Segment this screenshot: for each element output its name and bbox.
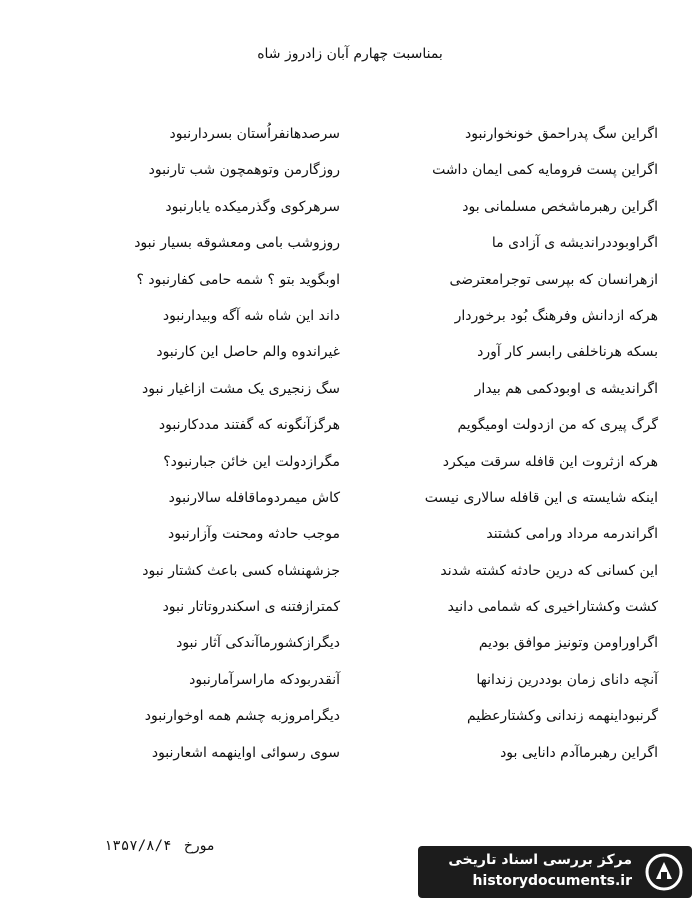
couplet <box>20 373 680 409</box>
hemistich-left: دیگرامروزبه چشم همه اوخوارنبود <box>144 708 340 725</box>
hemistich-left: آنقدربودکه ماراسرآمارنبود <box>189 671 340 688</box>
watermark-url: historydocuments.ir <box>472 873 632 889</box>
couplet <box>20 737 680 773</box>
hemistich-left: سرهرکوی وگذرمیکده یابارنبود <box>165 198 340 215</box>
hemistich-right: بسکه هرناخلفی رابسر کار آورد <box>477 344 658 361</box>
hemistich-right: هرکه ازدانش وفرهنگ بُود برخوردار <box>454 307 658 324</box>
watermark-text: مرکز بررسی اسناد تاریخی <box>448 852 632 868</box>
couplet <box>20 518 680 554</box>
hemistich-right: اگراین پست فرومایه کمی ایمان داشت <box>432 162 658 179</box>
hemistich-left: مگرازدولت این خائن جبارنبود؟ <box>163 453 340 470</box>
hemistich-right: اگراین رهبرماشخص مسلمانی بود <box>462 198 658 215</box>
hemistich-left: کمترازفتنه ی اسکندروتاتار نبود <box>162 599 340 616</box>
couplet <box>20 336 680 372</box>
couplet <box>20 264 680 300</box>
archive-logo-icon <box>644 852 684 892</box>
hemistich-right: اگراندیشه ی اوبودکمی هم بیدار <box>474 380 658 397</box>
hemistich-right: گرنبوداینهمه زندانی وکشتارعظیم <box>467 708 658 725</box>
hemistich-right: اگراین سگ پدراحمق خونخوارنبود <box>465 126 658 142</box>
couplet <box>20 700 680 736</box>
hemistich-left: جزشهنشاه کسی باعث کشتار نبود <box>142 562 340 579</box>
couplet <box>20 664 680 700</box>
couplet <box>20 409 680 445</box>
couplet <box>20 300 680 336</box>
hemistich-right: اگراین رهبرماآدم دانایی بود <box>500 744 658 761</box>
hemistich-left: روزوشب بامی ومعشوقه بسیار نبود <box>134 235 340 252</box>
hemistich-left: اوبگوید بتو ؟ شمه حامی کفارنبود ؟ <box>136 271 340 288</box>
date-value: ۱۳۵۷/۸/۴ <box>104 838 172 854</box>
hemistich-left: کاش میمردوماقافله سالارنبود <box>168 489 340 506</box>
hemistich-left: دیگرازکشورماآندکی آثار نبود <box>176 635 340 652</box>
hemistich-right: این کسانی که درین حادثه کشته شدند <box>440 562 658 579</box>
hemistich-left: سگ زنجیری یک مشت ازاغیار نبود <box>142 380 340 397</box>
watermark <box>418 846 692 898</box>
hemistich-right: اگراوبوددراندیشه ی آزادی ما <box>491 235 658 252</box>
hemistich-right: هرکه ازثروت این قافله سرقت میکرد <box>442 453 658 470</box>
couplet <box>20 591 680 627</box>
date-line <box>104 838 214 854</box>
couplet <box>20 627 680 663</box>
date-label: مورخ <box>183 838 215 854</box>
hemistich-right: اینکه شایسته ی این قافله سالاری نیست <box>424 489 658 506</box>
hemistich-right: ازهرانسان که بپرسی توجرامعترضی <box>449 271 658 288</box>
hemistich-right: اگراوراومن وتونیز موافق بودیم <box>478 635 658 652</box>
hemistich-left: موجب حادثه ومحنت وآزارنبود <box>168 526 340 543</box>
hemistich-left: سوی رسوائی اواینهمه اشعارنبود <box>151 744 340 761</box>
couplet <box>20 446 680 482</box>
couplet <box>20 482 680 518</box>
hemistich-right: آنچه دانای زمان بوددرین زندانها <box>476 671 658 688</box>
hemistich-right: گرگ پیری که من ازدولت اومیگویم <box>457 417 658 434</box>
hemistich-right: کشت وکشتاراخیری که شمامی دانید <box>447 599 658 616</box>
hemistich-left: هرگزآنگونه که گفتند مددکارنبود <box>158 417 340 434</box>
poem <box>20 118 680 773</box>
couplet <box>20 191 680 227</box>
couplet <box>20 555 680 591</box>
hemistich-left: روزگارمن وتوهمچون شب تارنبود <box>148 162 340 179</box>
couplet <box>20 118 680 154</box>
hemistich-right: اگراندرمه مرداد ورامی کشتند <box>486 526 658 543</box>
hemistich-left: داند این شاه شه آگه وبیدارنبود <box>162 307 340 324</box>
couplet <box>20 154 680 190</box>
page-title: بمناسبت چهارم آبان زادروز شاه <box>257 46 443 62</box>
couplet <box>20 227 680 263</box>
hemistich-left: سرصدهانفراُستان بسردارنبود <box>169 126 340 142</box>
hemistich-left: غیراندوه والم حاصل این کارنبود <box>156 344 340 361</box>
